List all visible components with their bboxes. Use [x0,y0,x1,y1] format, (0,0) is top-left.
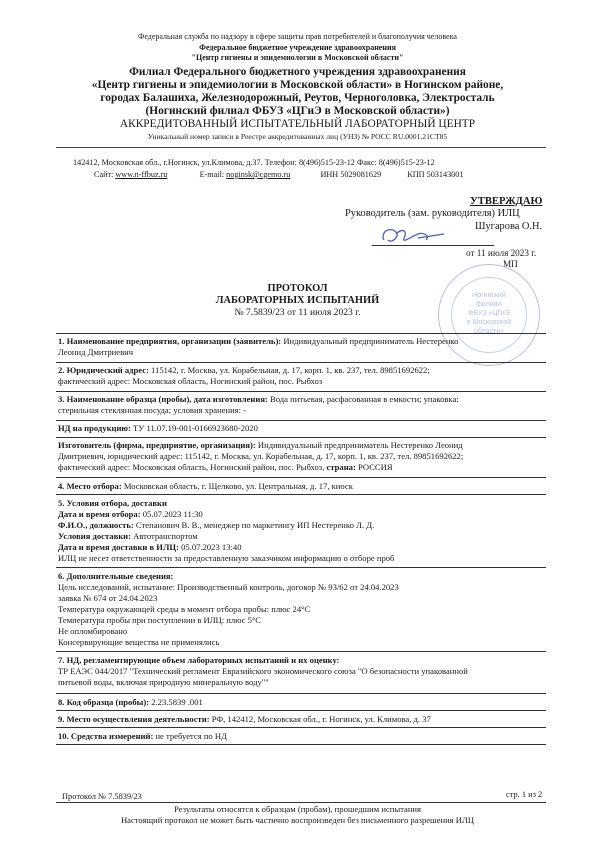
divider-6 [56,567,546,568]
divider-1 [56,333,546,334]
section-legal-address: 2. Юридический адрес: 115142, г. Москва, ул. Корабельная, д. 17, корп. 1, кв. 237, тел. 89851692622; фактический адрес: Московская область, Ногинский район, пос. Рыбхоз [58,365,430,386]
site-label: Сайт: [94,170,114,179]
divider-10 [56,727,546,728]
divider-3 [56,391,546,392]
inn-text: ИНН 5029081629 [320,170,382,179]
section-measuring-instruments: 10. Средства измерений: не требуется по НД [58,731,227,741]
divider-9 [56,710,546,711]
contact-line [94,170,554,180]
divider-nd [56,420,546,421]
footer-protocol-number: Протокол № 7.5839/23 [62,792,142,801]
section-sampling-place: 4. Место отбора: Московская область, г. Щелково, ул. Центральная, д. 17, киоск [58,481,353,491]
header-divider [56,147,546,148]
header-agency: Федеральная служба по надзору в сфере защиты прав потребителей и благополучия человека [138,32,457,41]
protocol-number: № 7.5839/23 от 11 июля 2023 г. [234,307,361,318]
divider-8 [56,693,546,694]
header-branch-line3: городах Балашиха, Железнодорожный, Реутов, Черноголовка, Электросталь [100,92,495,104]
approval-mp: МП [503,259,518,269]
section-activity-place: 9. Место осуществления деятельности: РФ, 142412, Московская обл., г. Ногинск, ул. Климова, д. 37 [58,714,431,724]
footer-page-number: стр. 1 из 2 [506,790,543,799]
header-branch-short: (Ногинский филиал ФБУЗ «ЦГиЭ в Московской области») [145,105,450,117]
section-sample-name: 3. Наименование образца (пробы), дата изготовления: Вода питьевая, расфасованная в емкости; упаковка: стерильная стеклянная посуда; условия хранения: - [58,394,459,415]
header-branch-line1: Филиал Федерального бюджетного учреждения здравоохранения [129,66,466,78]
divider-maker [56,437,546,438]
header-institution: Федеральное бюджетное учреждение здравоохранения [199,43,396,52]
section-additional-info: 6. Дополнительные сведения: Цель исследований, испытание: Производственный контроль, договор № 93/62 от 24.04.2023 заявка № 674 от 24.04.2023 Температура окружающей среды в момент отбора пробы: плюс 24°С Температура пробы при поступлении в ИЛЦ: плюс 5°С Не опломбировано Консервирующие вещества не применялись [58,571,399,647]
site-link[interactable]: www.n-ffbuz.ru [115,170,168,179]
section-sample-code: 8. Код образца (пробы): 2.23.5839 .001 [58,697,203,707]
divider-7 [56,651,546,652]
email-link[interactable]: noginsk@cgemo.ru [226,170,291,179]
approval-name: Шугарова О.Н. [475,221,543,232]
organization-stamp: Ногинский филиал ФБУЗ «ЦГиЭ в Московской области» [438,264,540,366]
header-center-name: "Центр гигиены и эпидемиологии в Московской области" [191,53,404,62]
header-registry-number: Уникальный номер записи в Реестре аккредитованных лиц (УНЗ) № РОСС RU.0001.21СТ85 [147,132,448,141]
divider-5 [56,494,546,495]
contact-address: 142412, Московская обл., г.Ногинск, ул.Климова, д.37. Телефон: 8(496)515-23-12 Факс: 8(496)515-23-12 [73,158,435,167]
divider-2 [56,362,546,363]
header-branch-line2: «Центр гигиены и эпидемиологии в Московской области» в Ногинском районе, [91,79,504,91]
footer-divider [56,802,546,803]
section-applicant: 1. Наименование предприятия, организации (заявитель): Индивидуальный предприниматель Нестеренко Леонид Дмитриевич [58,336,459,357]
approval-date: от 11 июля 2023 г. [466,248,537,258]
section-sampling-conditions: 5. Условия отбора, доставки Дата и время отбора: 05.07.2023 11:30 Ф.И.О., должность: Степанович В. В., менеджер по маркетингу ИП Нестеренко Л. Д. Условия доставки: Автотранспортом Дата и время доставки в ИЛЦ: 05.07.2023 13:40 ИЛЦ не несет ответственности за предоставленную заказчиком информацию о отборе проб [58,498,395,563]
divider-11 [56,744,546,745]
kpp-text: КПП 503143001 [407,170,464,179]
divider-4 [56,477,546,478]
footer-note-reproduction: Настоящий протокол не может быть частично воспроизведен без письменного разрешения ИЛЦ [120,815,475,825]
section-manufacturer: Изготовитель (фирма, предприятие, организация): Индивидуальный предприниматель Нестеренко Леонид Дмитриевич, юридический адрес: 115142, г. Москва, ул. Корабельная, д. 17, корп. 1, кв. 237, тел. 89851692622; фактический адрес: Московская область, Ногинский район, пос. Рыбхоз, страна: РОССИЯ [58,440,464,472]
section-product-nd: НД на продукцию: ТУ 11.07.19-001-0166923680-2020 [58,423,258,433]
header-lab-center: АККРЕДИТОВАННЫЙ ИСПЫТАТЕЛЬНЫЙ ЛАБОРАТОРНЫЙ ЦЕНТР [119,118,476,130]
footer-note-results: Результаты относятся к образцам (пробам), прошедшим испытания [174,804,421,814]
approval-role: Руководитель (зам. руководителя) ИЛЦ [345,208,520,219]
protocol-subtitle: ЛАБОРАТОРНЫХ ИСПЫТАНИЙ [215,295,380,306]
signature-image [378,222,448,248]
email-label: E-mail: [199,170,225,179]
section-regulatory-docs: 7. НД, регламентирующие объем лабораторных испытаний и их оценку: ТР ЕАЭС 044/2017 "Технический регламент Евразийского экономического союза "О безопасности упакованной питьевой воды, включая природную минеральную воду"" [58,655,468,687]
protocol-title: ПРОТОКОЛ [267,283,328,294]
approval-title: УТВЕРЖДАЮ [470,196,543,207]
